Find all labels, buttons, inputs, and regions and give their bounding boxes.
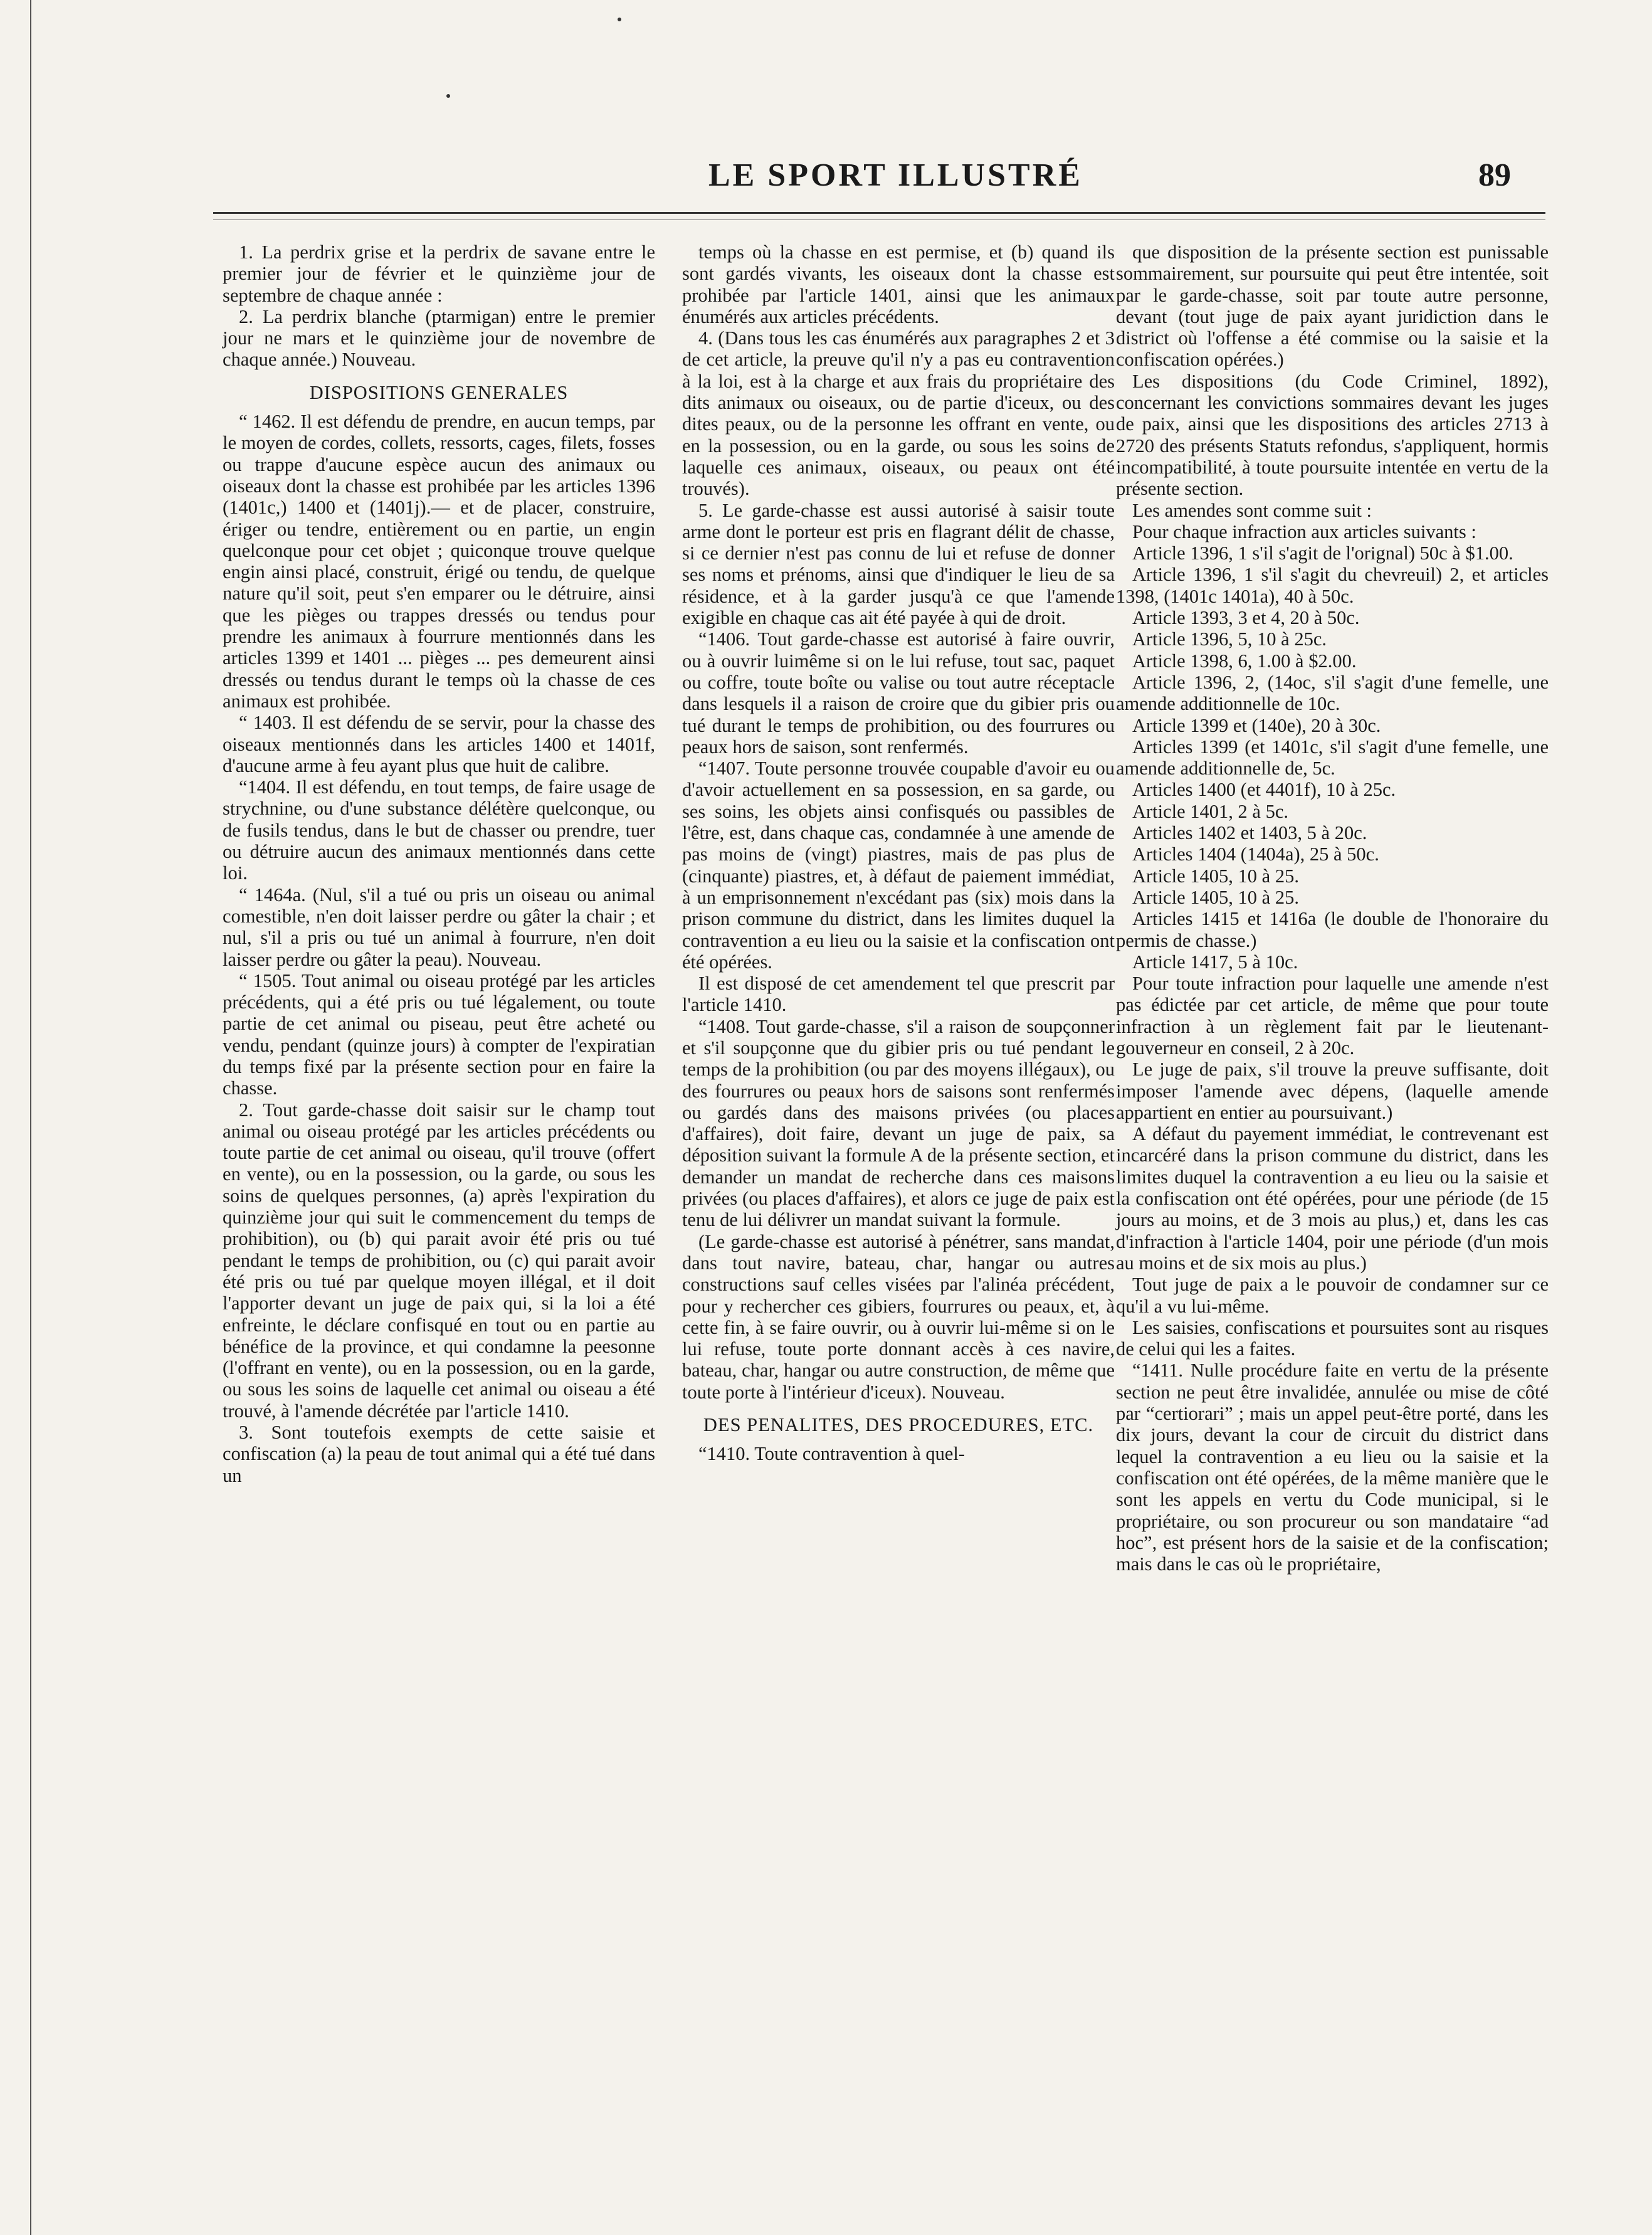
paragraph: Articles 1415 et 1416a (le double de l'honoraire du permis de chasse.) — [1116, 908, 1549, 951]
paragraph: Les amendes sont comme suit : — [1132, 499, 1372, 521]
paragraph: Les dispositions (du Code Criminel, 1892), concernant les convictions sommaires devant les juges de paix, ainsi que les dispositions des articles 2713 à 2720 des présents Statuts refondus, s'appliquent, hormis incompatibilité, à toute poursuite intentée en vertu de la présente section. — [1116, 370, 1549, 500]
page-header — [207, 157, 1511, 201]
paragraph: “1404. Il est défendu, en tout temps, de faire usage de strychnine, ou d'une substance délétère quelconque, ou de fusils tendus, dans le but de chasser ou prendre, tuer ou détruire aucun des animaux mentionnés dans cette loi. — [223, 776, 655, 884]
text-column-3 — [1116, 241, 1549, 1575]
paragraph: Article 1401, 2 à 5c. — [1132, 800, 1289, 822]
print-speck — [446, 94, 450, 98]
paragraph: Article 1399 et (140e), 20 à 30c. — [1132, 714, 1381, 736]
paragraph: Articles 1404 (1404a), 25 à 50c. — [1132, 843, 1379, 865]
paragraph: 2. Tout garde-chasse doit saisir sur le champ tout animal ou oiseau protégé par les articles précédents ou toute partie de cet animal ou oiseau, qu'il trouve (offert en vente), ou en la possession, ou la garde, ou sous les soins de quelques personnes, (a) après l'expiration du quinzième jour qui suit le commencement du temps de prohibition), ou (b) qui parait avoir été pris ou tué pendant le temps de prohibition, ou (c) qui parait avoir été pris ou tué par quelque moyen illégal, et il doit l'apporter devant un juge de paix qui, si la loi a été enfreinte, le déclare confisqué en tout ou en partie au bénéfice de la province, et qui condamne la peesonne (l'offrant en vente), ou en la possession, ou en la garde, ou sous les soins de laquelle cet animal ou oiseau a été trouvé, à l'amende décrétée par l'article 1410. — [223, 1099, 655, 1422]
paragraph: que disposition de la présente section est punissable sommairement, sur poursuite qui peut être intentée, soit par le garde-chasse, soit par toute autre personne, devant (tout juge de paix ayant juridiction dans le district où l'offense a été commise ou la saisie et la confiscation opérées.) — [1116, 241, 1549, 371]
header-rule — [213, 212, 1545, 214]
paragraph: temps où la chasse en est permise, et (b) quand ils sont gardés vivants, les oiseaux dont la chasse est prohibée par l'article 1401, ainsi que les animaux énumérés aux articles précédents. — [682, 241, 1115, 327]
paragraph: 3. Sont toutefois exempts de cette saisie et confiscation (a) la peau de tout animal qui a été tué dans un — [223, 1422, 655, 1486]
paragraph: Articles 1399 (et 1401c, s'il s'agit d'une femelle, une amende additionnelle de, 5c. — [1116, 736, 1549, 779]
paragraph: 4. (Dans tous les cas énumérés aux paragraphes 2 et 3 de cet article, la preuve qu'il n'y a pas eu contravention à la loi, est à la charge et aux frais du propriétaire des dits animaux ou oiseaux, ou de partie d'iceux, ou des dites peaux, ou de la personne les offrant en vente, ou en la possession, ou en la garde, ou sous les soins de laquelle ces animaux, oiseaux, ou peaux ont été trouvés). — [682, 327, 1115, 500]
paragraph: Article 1396, 5, 10 à 25c. — [1132, 628, 1327, 650]
paragraph: Article 1405, 10 à 25. — [1132, 886, 1299, 908]
paragraph: Pour toute infraction pour laquelle une amende n'est pas édictée par cet article, de même que pour toute infraction à un règlement fait par le lieutenant-gouverneur en conseil, 2 à 20c. — [1116, 973, 1549, 1059]
paragraph: “1406. Tout garde-chasse est autorisé à faire ouvrir, ou à ouvrir luimême si on le lui refuse, tout sac, paquet ou coffre, toute boîte ou valise ou tout autre réceptacle dans lesquels il a raison de croire que du gibier pris ou tué durant le temps de prohibition, ou des fourrures ou peaux hors de saison, sont renfermés. — [682, 628, 1115, 758]
paragraph: “ 1403. Il est défendu de se servir, pour la chasse des oiseaux mentionnés dans les articles 1400 et 1401f, d'aucune arme à feu ayant plus que huit de calibre. — [223, 712, 655, 776]
paragraph: “ 1464a. (Nul, s'il a tué ou pris un oiseau ou animal comestible, n'en doit laisser perdre ou gâter la chair ; et nul, s'il a pris ou tué un animal à fourrure, n'en doit laisser perdre ou gâter la peau). Nouveau. — [223, 884, 655, 970]
paragraph: Les saisies, confiscations et poursuites sont au risques de celui qui les a faites. — [1116, 1316, 1549, 1360]
page-number: 89 — [1478, 157, 1511, 193]
header-rule-thin — [213, 219, 1545, 220]
paragraph: Articles 1402 et 1403, 5 à 20c. — [1132, 822, 1367, 844]
binding-line — [30, 0, 31, 2235]
paragraph: 5. Le garde-chasse est aussi autorisé à saisir toute arme dont le porteur est pris en flagrant délit de chasse, si ce dernier n'est pas connu de lui et refuse de donner ses noms et prénoms, ainsi que d'indiquer le lieu de sa résidence, et à la garder jusqu'à ce que l'amende exigible en chaque cas ait été payée à qui de droit. — [682, 499, 1115, 629]
section-heading: DES PENALITES, DES PROCEDURES, ETC. — [703, 1414, 1094, 1436]
paragraph: Tout juge de paix a le pouvoir de condamner sur ce qu'il a vu lui-même. — [1116, 1274, 1549, 1317]
paragraph: 2. La perdrix blanche (ptarmigan) entre le premier jour ne mars et le quinzième jour de novembre de chaque année.) Nouveau. — [223, 305, 655, 371]
paragraph: “1410. Toute contravention à quel- — [698, 1443, 965, 1465]
paragraph: Pour chaque infraction aux articles suivants : — [1132, 520, 1476, 542]
paragraph: 1. La perdrix grise et la perdrix de savane entre le premier jour de février et le quinzième jour de septembre de chaque année : — [223, 241, 655, 306]
print-speck — [618, 18, 621, 21]
paragraph: “1407. Toute personne trouvée coupable d'avoir eu ou d'avoir actuellement en sa possession, en sa garde, ou ses soins, les objets ainsi confisqués ou passibles de l'être, est, dans chaque cas, condamnée à une amende de pas moins de (vingt) piastres, mais de pas plus de (cinquante) piastres, et, à défaut de paiement immédiat, à un emprisonnement n'excédant pas (six) mois dans la prison commune du district, dans les limites duquel la contravention a eu lieu ou la saisie et la confiscation ont été opérées. — [682, 758, 1115, 973]
paragraph: (Le garde-chasse est autorisé à pénétrer, sans mandat, dans tout navire, bateau, char, hangar ou autres constructions sauf celles visées par l'alinéa précédent, pour y rechercher ces gibiers, fourrures ou peaux, et, à cette fin, à se faire ouvrir, ou à ouvrir lui-même si on le lui refuse, toute porte donnant accès à ces navire, bateau, char, hangar ou autre construction, de même que toute porte à l'intérieur d'iceux). Nouveau. — [682, 1230, 1115, 1403]
text-column-1 — [223, 241, 655, 1486]
paragraph: Article 1405, 10 à 25. — [1132, 865, 1299, 887]
text-column-2 — [682, 241, 1115, 1465]
section-heading: DISPOSITIONS GENERALES — [309, 381, 569, 403]
paragraph: A défaut du payement immédiat, le contrevenant est incarcéré dans la prison commune du district, dans les limites duquel la contravention a eu lieu ou la saisie et la confiscation ont été opérées, pour une période (de 15 jours au moins, et de 3 mois au plus,) et, dans les cas d'infraction à l'article 1404, poir une période (d'un mois au moins et de six mois au plus.) — [1116, 1123, 1549, 1274]
paragraph: Article 1396, 1 s'il s'agit du chevreuil) 2, et articles 1398, (1401c 1401a), 40 à 50c. — [1116, 564, 1549, 607]
paragraph: Article 1393, 3 et 4, 20 à 50c. — [1132, 607, 1360, 629]
paragraph: Article 1417, 5 à 10c. — [1132, 951, 1298, 973]
paragraph: Le juge de paix, s'il trouve la preuve suffisante, doit imposer l'amende avec dépens, (laquelle amende appartient en entier au poursuivant.) — [1116, 1059, 1549, 1123]
paragraph: “1408. Tout garde-chasse, s'il a raison de soupçonner et s'il soupçonne que du gibier pris ou tué pendant le temps de la prohibition (ou par des moyens illégaux), ou des fourrures ou peaux hors de saisons sont renfermés ou gardés dans des maisons privées (ou places d'affaires), doit faire, devant un juge de paix, sa déposition suivant la formule A de la présente section, et demander un mandat de recherche dans ces maisons privées (ou places d'affaires), et alors ce juge de paix est tenu de lui délivrer un mandat suivant la formule. — [682, 1015, 1115, 1231]
paragraph: “1411. Nulle procédure faite en vertu de la présente section ne peut être invalidée, annulée ou mise de côté par “certiorari” ; mais un appel peut-être porté, dans les dix jours, devant la cour de circuit du district dans lequel la contravention a eu lieu ou la saisie et la confiscation ont été opérées, de la même manière que le sont les appels en vertu du Code municipal, si le propriétaire, ou son procureur ou son mandataire “ad hoc”, est présent hors de la saisie et de la confiscation; mais dans le cas où le propriétaire, — [1116, 1360, 1549, 1575]
paragraph: “ 1505. Tout animal ou oiseau protégé par les articles précédents, qui a été pris ou tué légalement, ou toute partie de cet animal ou piseau, peut être acheté ou vendu, pendant (quinze jours) à compter de l'expiratian du temps fixé par la présente section pour en faire la chasse. — [223, 970, 655, 1099]
paragraph: Articles 1400 (et 4401f), 10 à 25c. — [1132, 779, 1396, 801]
paragraph: Article 1398, 6, 1.00 à $2.00. — [1132, 650, 1357, 672]
paragraph: Article 1396, 1 s'il s'agit de l'orignal) 50c à $1.00. — [1132, 542, 1513, 564]
paragraph: Article 1396, 2, (14oc, s'il s'agit d'une femelle, une amende additionnelle de 10c. — [1116, 671, 1549, 715]
paragraph: “ 1462. Il est défendu de prendre, en aucun temps, par le moyen de cordes, collets, ressorts, cages, filets, fosses ou trappe d'aucune espèce aucun des animaux ou oiseaux dont la chasse est prohibée par les articles 1396 (1401c,) 1400 et (1401j).— et de placer, construire, ériger ou tendre, entièrement ou en partie, un engin quelconque pour cet objet ; quiconque trouve quelque engin ainsi placé, construit, érigé ou tendu, de quelque nature qu'il soit, peut s'en emparer ou le détruire, ainsi que les pièges ou trappes dressés ou tendus pour prendre les animaux à fourrure mentionnés dans les articles 1399 et 1401 ... pièges ... pes demeurent ainsi dressés ou tendus durant le temps où la chasse de ces animaux est prohibée. — [223, 411, 655, 712]
paragraph: Il est disposé de cet amendement tel que prescrit par l'article 1410. — [682, 973, 1115, 1016]
page-title: LE SPORT ILLUSTRÉ — [708, 157, 1083, 193]
